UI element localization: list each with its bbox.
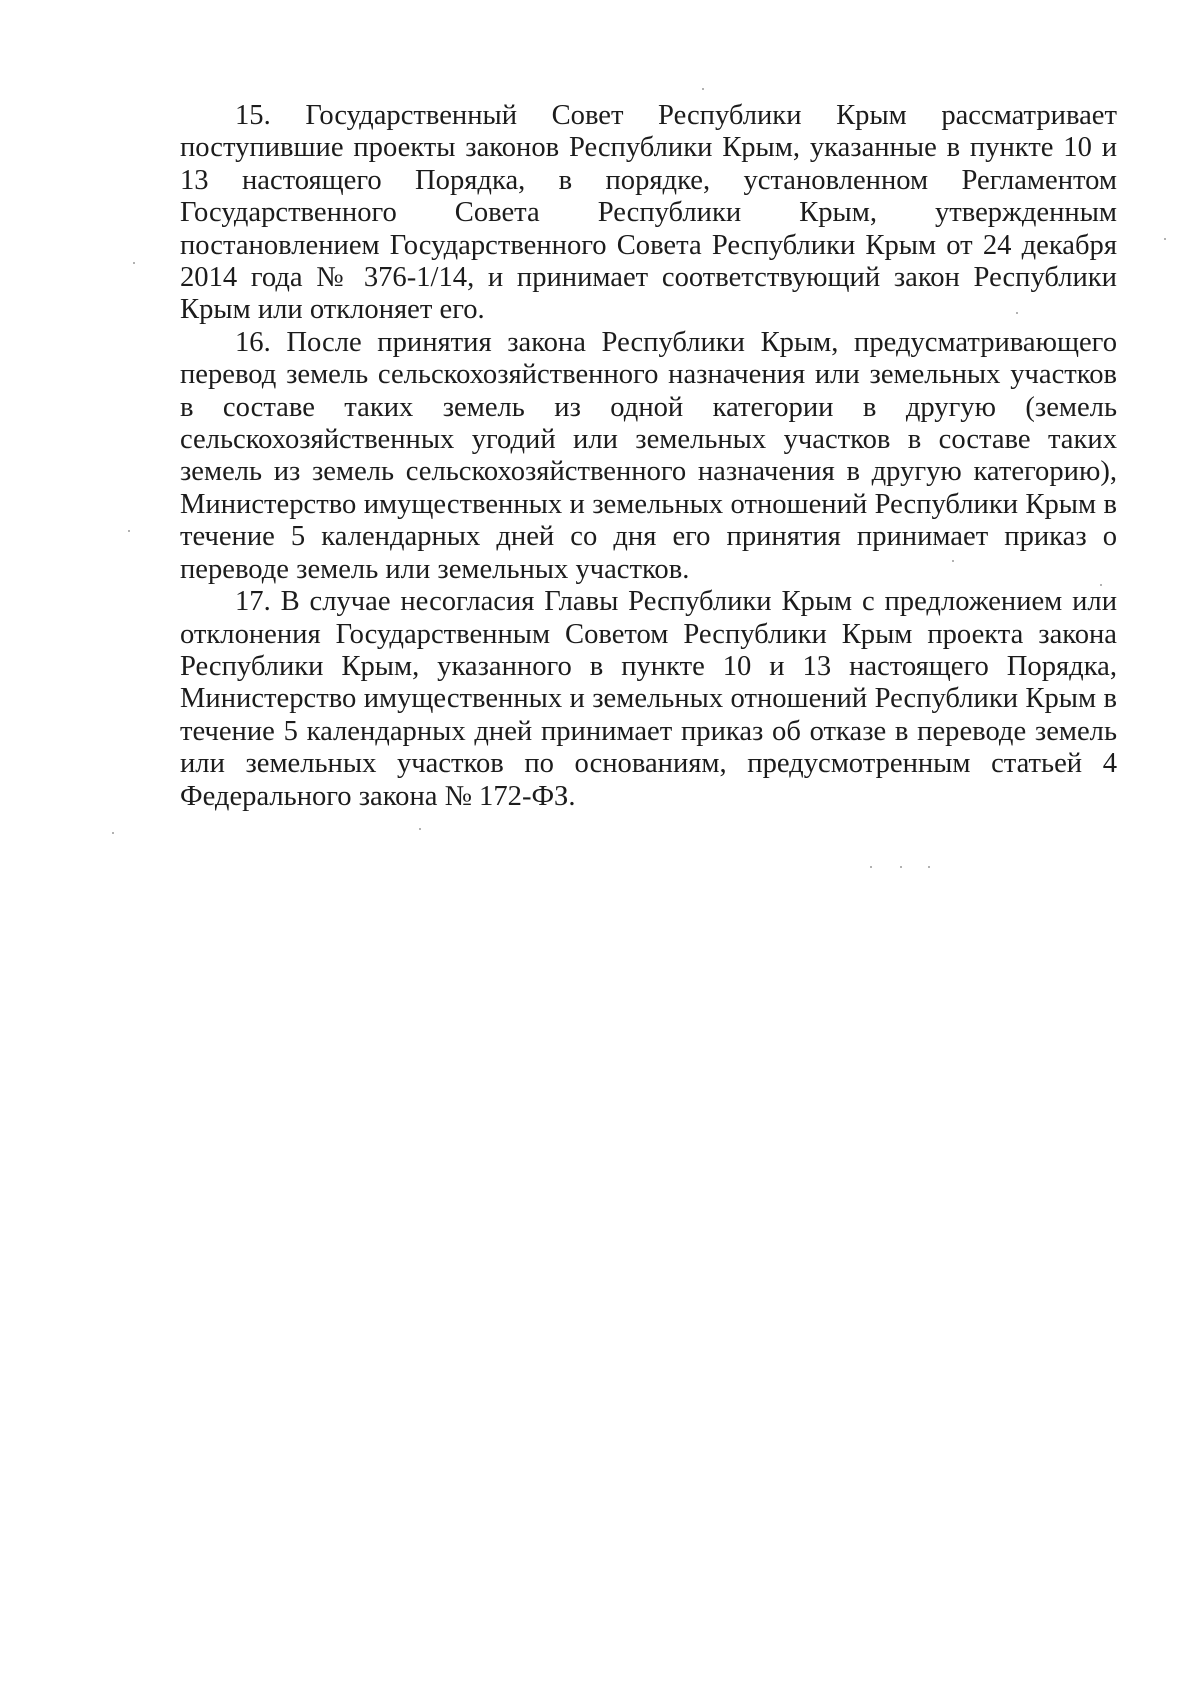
scan-speck: [928, 866, 930, 868]
paragraph-16: 16. После принятия закона Республики Крым, предусматривающего перевод земель сельскохозяйственного назначения или земельных участков в составе таких земель из одной категории в другую (земель сельскохозяйственных угодий или земельных участков в составе таких земель из земель сельскохозяйственного назначения в другую категорию), Министерство имущественных и земельных отношений Республики Крым в течение 5 календарных дней со дня его принятия принимает приказ о переводе земель или земельных участков.: [180, 326, 1117, 585]
paragraph-15: 15. Государственный Совет Республики Крым рассматривает поступившие проекты законов Республики Крым, указанные в пункте 10 и 13 настоящего Порядка, в порядке, установленном Регламентом Государственного Совета Республики Крым, утвержденным постановлением Государственного Совета Республики Крым от 24 декабря 2014 года № 376-1/14, и принимает соответствующий закон Республики Крым или отклоняет его.: [180, 100, 1117, 326]
scan-speck: [419, 828, 421, 830]
scan-speck: [952, 560, 954, 562]
scan-speck: [870, 866, 872, 868]
scan-speck: [128, 530, 130, 532]
scan-speck: [133, 262, 135, 264]
scan-speck: [1164, 238, 1166, 240]
scan-speck: [702, 88, 704, 90]
paragraph-17: 17. В случае несогласия Главы Республики Крым с предложением или отклонения Государственным Советом Республики Крым проекта закона Республики Крым, указанного в пункте 10 и 13 настоящего Порядка, Министерство имущественных и земельных отношений Республики Крым в течение 5 календарных дней принимает приказ об отказе в переводе земель или земельных участков по основаниям, предусмотренным статьей 4 Федерального закона № 172-ФЗ.: [180, 586, 1117, 812]
scan-speck: [1016, 312, 1018, 314]
scan-speck: [112, 832, 114, 834]
scan-speck: [1100, 584, 1102, 586]
document-body: [180, 100, 1117, 813]
scan-speck: [900, 866, 902, 868]
